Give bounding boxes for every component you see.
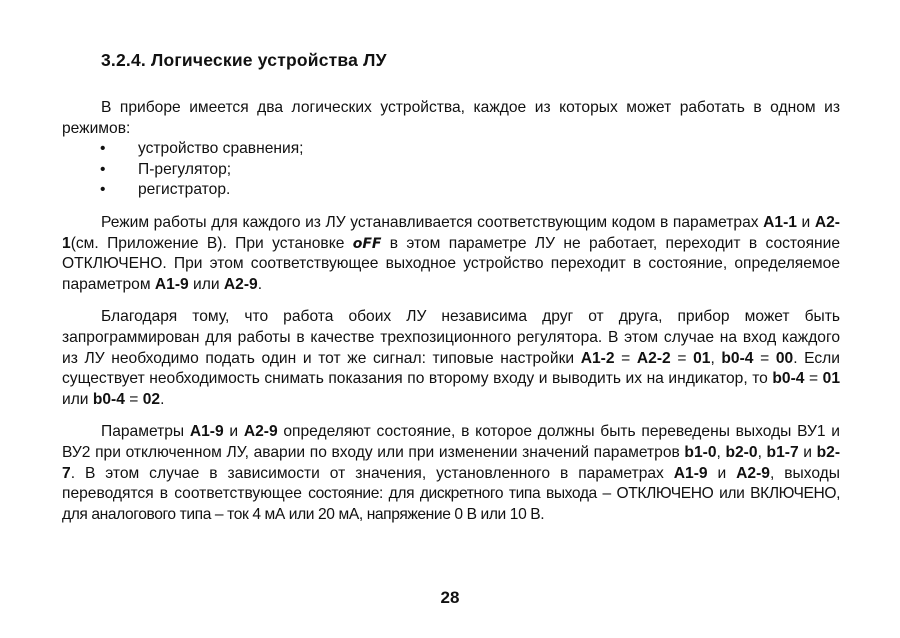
param-value: 01 <box>822 370 840 388</box>
param-code: b1-7 <box>766 443 799 461</box>
param-code: A1-9 <box>154 275 189 293</box>
param-code: b0-4 <box>92 390 125 408</box>
param-code: A1-2 <box>580 349 615 367</box>
section-heading: 3.2.4. Логические устройства ЛУ <box>101 50 387 70</box>
list-item: • устройство сравнения; <box>62 139 840 160</box>
param-code: A1-9 <box>189 423 224 441</box>
param-code: A2-1 <box>62 213 840 252</box>
list-item: • регистратор. <box>62 180 840 201</box>
param-value: 01 <box>693 349 711 367</box>
param-code: b2-0 <box>725 443 758 461</box>
param-code: A1-1 <box>763 213 797 231</box>
param-code: b2-7 <box>62 443 841 482</box>
param-code: A2-9 <box>243 423 278 441</box>
param-code: b1-0 <box>684 443 717 461</box>
intro-paragraph: В приборе имеется два логических устройства, каждое из которых может работать в одном из режимов: <box>62 99 840 137</box>
param-code: A2-9 <box>223 275 258 293</box>
page-number: 28 <box>440 588 460 607</box>
bullet-icon: • <box>100 140 106 158</box>
bullet-icon: • <box>100 181 106 199</box>
output-state-paragraph: Параметры A1-9 и A2-9 определяют состояние, в которое должны быть переведены выходы ВУ1 и ВУ2 при отключенном ЛУ, аварии по входу или при изменении значений параметров b1-0, b2-0, b1-7 и b2-7. В этом случае в зависимости от значения, установленного в параметрах A1-9 и A2-9, выходы переводятся в соответствующее состояние: для дискретного типа выхода – ОТКЛЮЧЕНО или ВКЛЮЧЕНО, для аналогового типа – ток 4 мА или 20 мА, напряжение 0 В или 10 В. <box>62 423 841 523</box>
modes-list <box>62 139 840 201</box>
param-code: b0-4 <box>772 370 805 388</box>
param-value: 02 <box>142 390 161 408</box>
three-position-paragraph: Благодаря тому, что работа обоих ЛУ независима друг от друга, прибор может быть запрограммирован для работы в качестве трехпозиционного регулятора. В этом случае на вход каждого из ЛУ необходимо подать один и тот же сигнал: типовые настройки A1-2 = A2-2 = 01, b0-4 = 00. Если существует необходимость снимать показания по второму входу и выводить их на индикатор, то b0-4 = 01 или b0-4 = 02. <box>62 308 840 408</box>
mode-setting-paragraph: Режим работы для каждого из ЛУ устанавливается соответствующим кодом в параметрах A1-1 и A2-1(см. Приложение В). При установке oFF в этом параметре ЛУ не работает, переходит в состояние ОТКЛЮЧЕНО. При этом соответствующее выходное устройство переходит в состояние, определяемое параметром A1-9 или A2-9. <box>62 213 841 293</box>
param-code: b0-4 <box>721 349 754 367</box>
section-body <box>62 98 840 525</box>
bullet-icon: • <box>100 160 106 178</box>
param-code: A2-9 <box>736 464 770 482</box>
param-code: A2-2 <box>636 349 671 367</box>
display-code: oFF <box>352 235 382 252</box>
param-code: A1-9 <box>673 464 708 482</box>
param-value: 00 <box>775 349 794 367</box>
list-item: • П-регулятор; <box>62 160 840 181</box>
